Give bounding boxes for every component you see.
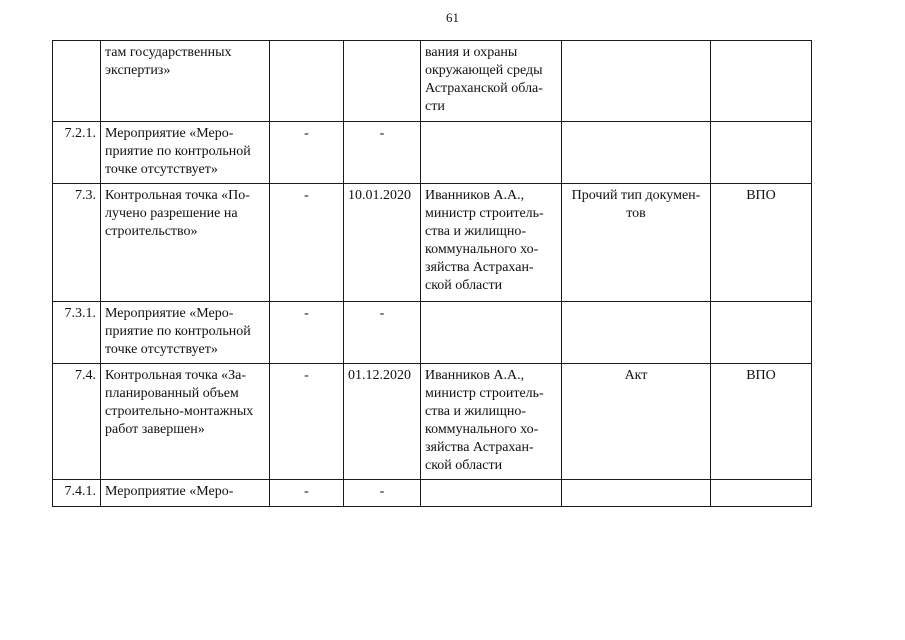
info-system-cell: [711, 41, 812, 122]
info-system-cell: ВПО: [711, 184, 812, 302]
end-date-cell: [344, 122, 421, 184]
responsible-line: ства и жилищно-: [425, 224, 527, 239]
info-system-cell: [711, 480, 812, 507]
name-line: там государственных: [105, 45, 232, 60]
info-system-cell: ВПО: [711, 364, 812, 480]
name-line: экспертиз»: [105, 63, 171, 78]
responsible-cell: [421, 302, 562, 364]
responsible-line: коммунального хо-: [425, 422, 539, 437]
start-date-cell: [270, 364, 344, 480]
name-line: приятие по контрольной: [105, 144, 251, 159]
row-number-cell: 7.3.: [53, 184, 101, 302]
row-number-cell: 7.4.1.: [53, 480, 101, 507]
responsible-line: зяйства Астрахан-: [425, 440, 534, 455]
name-cell: [101, 184, 270, 302]
table-row: [53, 184, 812, 302]
row-number-cell: 7.2.1.: [53, 122, 101, 184]
end-dash: -: [379, 306, 385, 321]
responsible-cell: [421, 41, 562, 122]
name-line: строительно-монтажных: [105, 404, 254, 419]
end-date-cell: 01.12.2020: [344, 364, 421, 480]
name-cell: [101, 364, 270, 480]
start-dash: -: [304, 306, 309, 321]
responsible-line: коммунального хо-: [425, 242, 539, 257]
start-date-cell: [270, 122, 344, 184]
responsible-line: окружающей среды: [425, 63, 543, 78]
table-row: [53, 480, 812, 507]
info-system-cell: [711, 302, 812, 364]
name-cell: [101, 480, 270, 507]
end-dash: -: [379, 484, 385, 499]
responsible-cell: [421, 364, 562, 480]
table-row: [53, 41, 812, 122]
responsible-line: Иванников А.А.,: [425, 368, 525, 383]
row-number-cell: [53, 41, 101, 122]
end-dash: -: [379, 126, 385, 141]
document-type-cell: Акт: [562, 364, 711, 480]
start-date-cell: [270, 41, 344, 122]
responsible-line: Иванников А.А.,: [425, 188, 525, 203]
document-type-cell: [562, 302, 711, 364]
name-line: планированный объем: [105, 386, 239, 401]
document-type-cell: [562, 480, 711, 507]
responsible-line: ской области: [425, 278, 503, 293]
name-line: работ завершен»: [105, 422, 205, 437]
row-number-cell: 7.3.1.: [53, 302, 101, 364]
table-row: [53, 122, 812, 184]
control-points-table: [52, 40, 812, 507]
row-number-cell: 7.4.: [53, 364, 101, 480]
name-line: приятие по контрольной: [105, 324, 251, 339]
responsible-cell: [421, 184, 562, 302]
start-date-cell: [270, 480, 344, 507]
info-system-cell: [711, 122, 812, 184]
responsible-line: министр строитель-: [425, 386, 544, 401]
table-row: [53, 302, 812, 364]
name-line: строительство»: [105, 224, 198, 239]
table-body: [53, 41, 812, 507]
name-line: точке отсутствует»: [105, 342, 218, 357]
document-type-cell: [562, 41, 711, 122]
name-line: точке отсутствует»: [105, 162, 218, 177]
name-line: Мероприятие «Меро-: [105, 306, 234, 321]
responsible-line: Астраханской обла-: [425, 81, 543, 96]
responsible-line: вания и охраны: [425, 45, 518, 60]
end-date-cell: [344, 480, 421, 507]
responsible-cell: [421, 122, 562, 184]
name-line: Контрольная точка «По-: [105, 188, 250, 203]
name-cell: [101, 122, 270, 184]
end-date-cell: 10.01.2020: [344, 184, 421, 302]
page-number: 61: [446, 10, 459, 25]
name-cell: [101, 41, 270, 122]
responsible-line: ства и жилищно-: [425, 404, 527, 419]
start-dash: -: [304, 126, 309, 141]
name-line: Контрольная точка «За-: [105, 368, 247, 383]
responsible-cell: [421, 480, 562, 507]
start-dash: -: [304, 188, 309, 203]
responsible-line: ской области: [425, 458, 503, 473]
start-date-cell: [270, 302, 344, 364]
start-date-cell: [270, 184, 344, 302]
name-cell: [101, 302, 270, 364]
start-dash: -: [304, 484, 309, 499]
responsible-line: зяйства Астрахан-: [425, 260, 534, 275]
end-date-cell: [344, 302, 421, 364]
end-date-cell: [344, 41, 421, 122]
document-type-cell: [562, 122, 711, 184]
table-row: [53, 364, 812, 480]
name-line: Мероприятие «Меро-: [105, 126, 234, 141]
start-dash: -: [304, 368, 309, 383]
name-line: Мероприятие «Меро-: [105, 484, 234, 499]
document-type-cell: Прочий тип докумен- тов: [562, 184, 711, 302]
responsible-line: министр строитель-: [425, 206, 544, 221]
name-line: лучено разрешение на: [105, 206, 238, 221]
responsible-line: сти: [425, 99, 445, 114]
